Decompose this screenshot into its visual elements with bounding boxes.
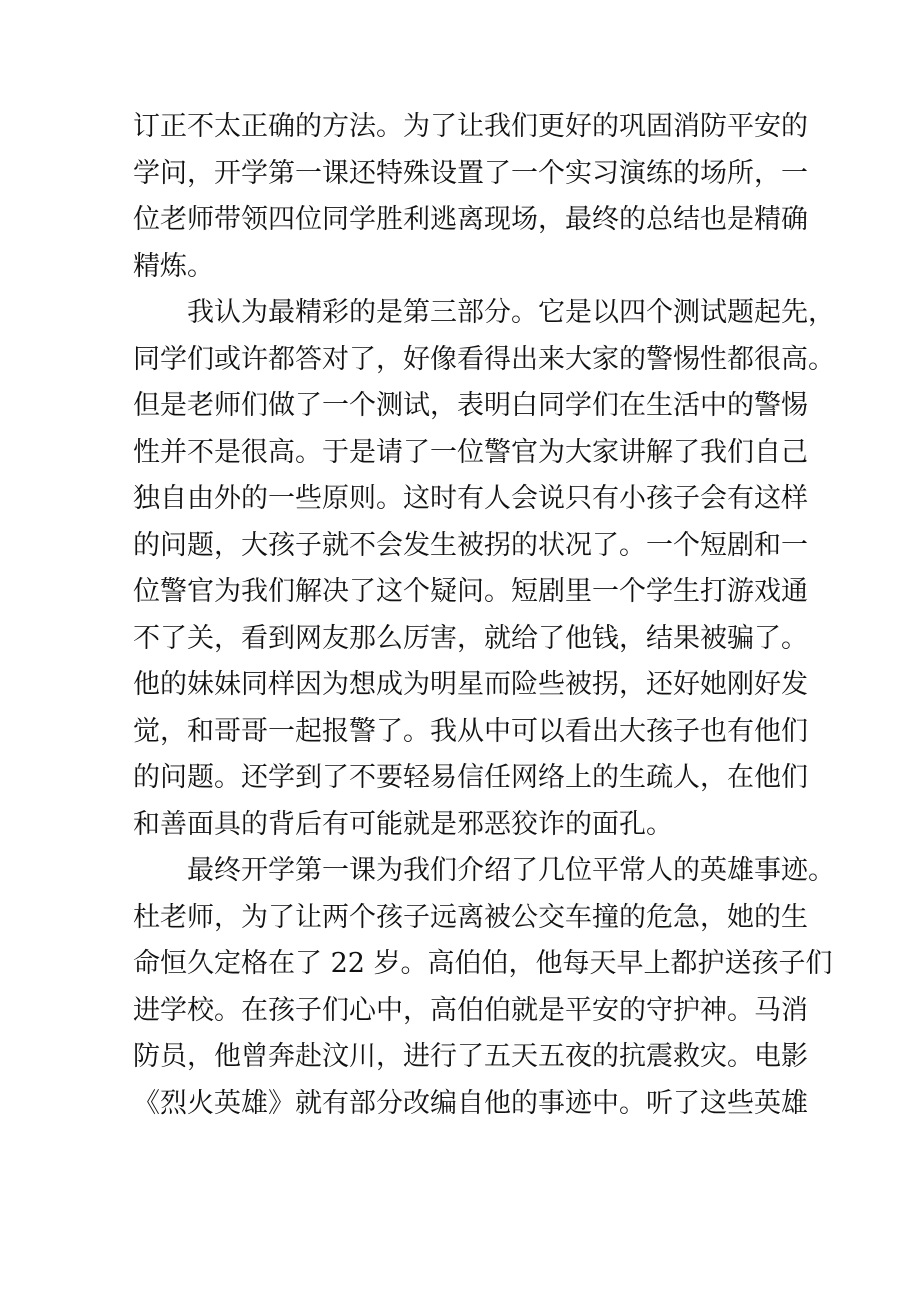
text-line: 同学们或许都答对了，好像看得出来大家的警惕性都很高。 <box>133 343 835 375</box>
text-line: 和善面具的背后有可能就是邪恶狡诈的面孔。 <box>133 808 673 840</box>
body-text <box>133 104 835 1127</box>
text-line: 杜老师，为了让两个孩子远离被公交车撞的危急，她的生 <box>133 901 808 933</box>
text-line: 的问题。还学到了不要轻易信任网络上的生疏人，在他们 <box>133 762 808 793</box>
text-line: 但是老师们做了一个测试，表明白同学们在生活中的警惕 <box>133 390 808 421</box>
text-line: 独自由外的一些原则。这时有人会说只有小孩子会有这样 <box>133 483 808 514</box>
text-line: 精炼。 <box>133 250 214 282</box>
paragraph-first-line: 我认为最精彩的是第三部分。它是以四个测试题起先， <box>187 297 835 328</box>
text-line: 位老师带领四位同学胜利逃离现场，最终的总结也是精确 <box>133 204 808 235</box>
text-line: 防员，他曾奔赴汶川，进行了五天五夜的抗震救灾。电影 <box>133 1041 808 1072</box>
text-line: 学问，开学第一课还特殊设置了一个实习演练的场所，一 <box>133 157 808 189</box>
text-line: 性并不是很高。于是请了一位警官为大家讲解了我们自己 <box>133 436 808 468</box>
text-line: 进学校。在孩子们心中，高伯伯就是平安的守护神。马消 <box>133 994 808 1026</box>
text-line: 命恒久定格在了 22 岁。高伯伯，他每天早上都护送孩子们 <box>133 948 833 979</box>
paragraph-first-line: 最终开学第一课为我们介绍了几位平常人的英雄事迹。 <box>187 855 835 886</box>
text-line: 觉，和哥哥一起报警了。我从中可以看出大孩子也有他们 <box>133 715 808 747</box>
text-line: 不了关，看到网友那么厉害，就给了他钱，结果被骗了。 <box>133 622 808 654</box>
text-line: 订正不太正确的方法。为了让我们更好的巩固消防平安的 <box>133 111 808 142</box>
text-line: 位警官为我们解决了这个疑问。短剧里一个学生打游戏通 <box>133 576 808 607</box>
text-line: 他的妹妹同样因为想成为明星而险些被拐，还好她刚好发 <box>133 669 808 700</box>
text-line: 《烈火英雄》就有部分改编自他的事迹中。听了这些英雄 <box>133 1087 808 1119</box>
text-line: 的问题，大孩子就不会发生被拐的状况了。一个短剧和一 <box>133 529 808 561</box>
